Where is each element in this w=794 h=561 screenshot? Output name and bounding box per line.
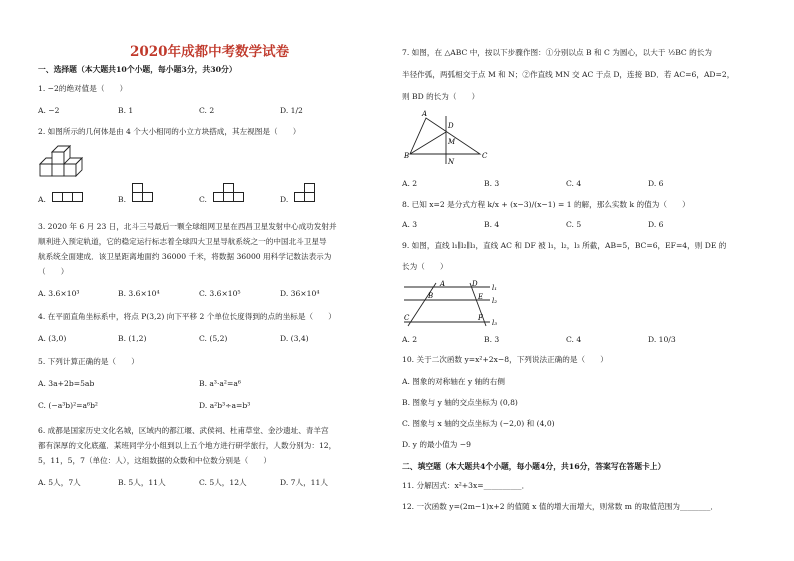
q10-option-a: A. 图象的对称轴在 y 轴的右侧 xyxy=(402,377,505,386)
page-title: 2020年成都中考数学试卷 xyxy=(130,44,290,60)
section-heading-choice: 一、选择题（本大题共10个小题，每小题3分，共30分） xyxy=(38,65,237,74)
question-4-stem: 4. 在平面直角坐标系中，将点 P(3,2) 向下平移 2 个单位长度得到的点的坐标是（ ） xyxy=(38,312,336,321)
q7-option-b: B. 3 xyxy=(484,179,500,188)
q10-option-d: D. y 的最小值为 −9 xyxy=(402,440,471,449)
triangle-abc-figure xyxy=(402,106,492,170)
q9-option-d: D. 10/3 xyxy=(648,335,676,344)
q3-option-b: B. 3.6×10⁴ xyxy=(118,289,160,298)
q9-option-b: B. 3 xyxy=(484,335,500,344)
fig7-label: A xyxy=(422,110,428,118)
question-9-line-2: 长为（ ） xyxy=(402,262,448,271)
q4-option-d: D. (3,4) xyxy=(280,334,309,343)
fig7-label: N xyxy=(448,158,455,166)
question-12: 12. 一次函数 y=(2m−1)x+2 的值随 x 值的增大而增大，则常数 m 的取值范围为________． xyxy=(402,502,718,511)
section-heading-fill: 二、填空题（本大题共4个小题，每小题4分，共16分，答案写在答题卡上） xyxy=(402,462,666,471)
q7-option-c: C. 4 xyxy=(566,179,582,188)
question-5-stem: 5. 下列计算正确的是（ ） xyxy=(38,357,139,366)
fig9-label: A xyxy=(440,280,446,288)
q5-option-a: A. 3a+2b=5ab xyxy=(38,379,95,388)
q7-option-d: D. 6 xyxy=(648,179,664,188)
fig9-label: E xyxy=(478,293,484,301)
q4-option-c: C. (5,2) xyxy=(199,334,228,343)
q6-option-c: C. 5人，12人 xyxy=(199,478,247,487)
fig9-label: B xyxy=(428,292,434,300)
q4-option-a: A. (3,0) xyxy=(38,334,67,343)
q9-option-c: C. 4 xyxy=(566,335,582,344)
q1-option-b: B. 1 xyxy=(118,106,134,115)
q9-option-a: A. 2 xyxy=(402,335,418,344)
q3-option-c: C. 3.6×10⁵ xyxy=(199,289,241,298)
q10-option-c: C. 图象与 x 轴的交点坐标为 (−2,0) 和 (4,0) xyxy=(402,419,555,428)
q6-option-b: B. 5人，11人 xyxy=(118,478,166,487)
q2-option-b: B. xyxy=(118,195,126,204)
q6-option-a: A. 5人，7人 xyxy=(38,478,81,487)
q5-option-c: C. (−a³b)²=a⁶b² xyxy=(38,401,98,410)
fig9-label: l₃ xyxy=(492,319,498,327)
q2-option-c: C. xyxy=(199,195,207,204)
q5-option-b: B. a³·a²=a⁶ xyxy=(199,379,241,388)
question-9-line-1: 9. 如图，直线 l₁∥l₂∥l₃，直线 AC 和 DF 被 l₁，l₂，l₃ 所截，AB=5，BC=6，EF=4，则 DE 的 xyxy=(402,241,727,250)
q6-option-d: D. 7人，11人 xyxy=(280,478,328,487)
q5-option-d: D. a²b³÷a=b³ xyxy=(199,401,251,410)
question-7-line-2: 半径作弧，两弧相交于点 M 和 N；②作直线 MN 交 AC 于点 D，连接 BD．若 AC=6，AD=2， xyxy=(402,70,735,79)
fig7-label: M xyxy=(448,138,456,146)
q8-option-d: D. 6 xyxy=(648,220,664,229)
fig7-label: B xyxy=(404,152,410,160)
q8-option-b: B. 4 xyxy=(484,220,500,229)
solid-figure xyxy=(38,142,94,182)
fig9-label: F xyxy=(478,314,483,322)
question-6-line-2: 都有深厚的文化底蕴．某班同学分小组到以上五个地方进行研学旅行，人数分别为：12， xyxy=(38,441,337,450)
q1-option-a: A. −2 xyxy=(38,106,60,115)
question-1-stem: 1. −2的绝对值是（ ） xyxy=(38,84,128,93)
question-8-stem: 8. 已知 x=2 是分式方程 k/x + (x−3)/(x−1) = 1 的解，那么实数 k 的值为（ ） xyxy=(402,200,690,209)
parallel-lines-figure xyxy=(402,276,502,328)
fig9-label: D xyxy=(472,280,478,288)
question-7-line-1: 7. 如图，在 △ABC 中，按以下步骤作图：①分别以点 B 和 C 为圆心，以大于 ½BC 的长为 xyxy=(402,48,712,57)
q8-option-c: C. 5 xyxy=(566,220,582,229)
question-3-line-1: 3. 2020 年 6 月 23 日，北斗三号最后一颗全球组网卫星在西昌卫星发射中心成功发射并 xyxy=(38,222,337,231)
q7-option-a: A. 2 xyxy=(402,179,418,188)
question-10-stem: 10. 关于二次函数 y=x²+2x−8，下列说法正确的是（ ） xyxy=(402,355,608,364)
question-3-line-2: 顺利进入预定轨道，它的稳定运行标志着全球四大卫星导航系统之一的中国北斗卫星导 xyxy=(38,237,327,246)
q10-option-b: B. 图象与 y 轴的交点坐标为 (0,8) xyxy=(402,398,518,407)
fig9-label: C xyxy=(404,314,410,322)
q2-option-a: A. xyxy=(38,195,46,204)
q1-option-c: C. 2 xyxy=(199,106,215,115)
q4-option-b: B. (1,2) xyxy=(118,334,147,343)
fig7-label: D xyxy=(448,122,454,130)
question-3-line-3: 航系统全面建成．该卫星距离地面约 36000 千米，将数据 36000 用科学记数法表示为 xyxy=(38,252,332,261)
question-11: 11. 分解因式：x²+3x=__________． xyxy=(402,481,530,490)
q1-option-d: D. 1/2 xyxy=(280,106,303,115)
q3-option-d: D. 36×10⁴ xyxy=(280,289,320,298)
q2-option-d: D. xyxy=(280,195,289,204)
fig9-label: l₂ xyxy=(492,297,498,305)
question-6-line-3: 5，11，5，7（单位：人），这组数据的众数和中位数分别是（ ） xyxy=(38,456,271,465)
fig9-label: l₁ xyxy=(492,284,498,292)
question-3-line-4: （ ） xyxy=(38,267,69,276)
question-2-stem: 2. 如图所示的几何体是由 4 个大小相同的小立方块搭成，其左视图是（ ） xyxy=(38,127,301,136)
q8-option-a: A. 3 xyxy=(402,220,418,229)
q3-option-a: A. 3.6×10³ xyxy=(38,289,80,298)
fig7-label: C xyxy=(482,152,488,160)
question-6-line-1: 6. 成都是国家历史文化名城，区域内的都江堰、武侯祠、杜甫草堂、金沙遗址、青羊宫 xyxy=(38,426,329,435)
question-7-line-3: 则 BD 的长为（ ） xyxy=(402,92,480,101)
